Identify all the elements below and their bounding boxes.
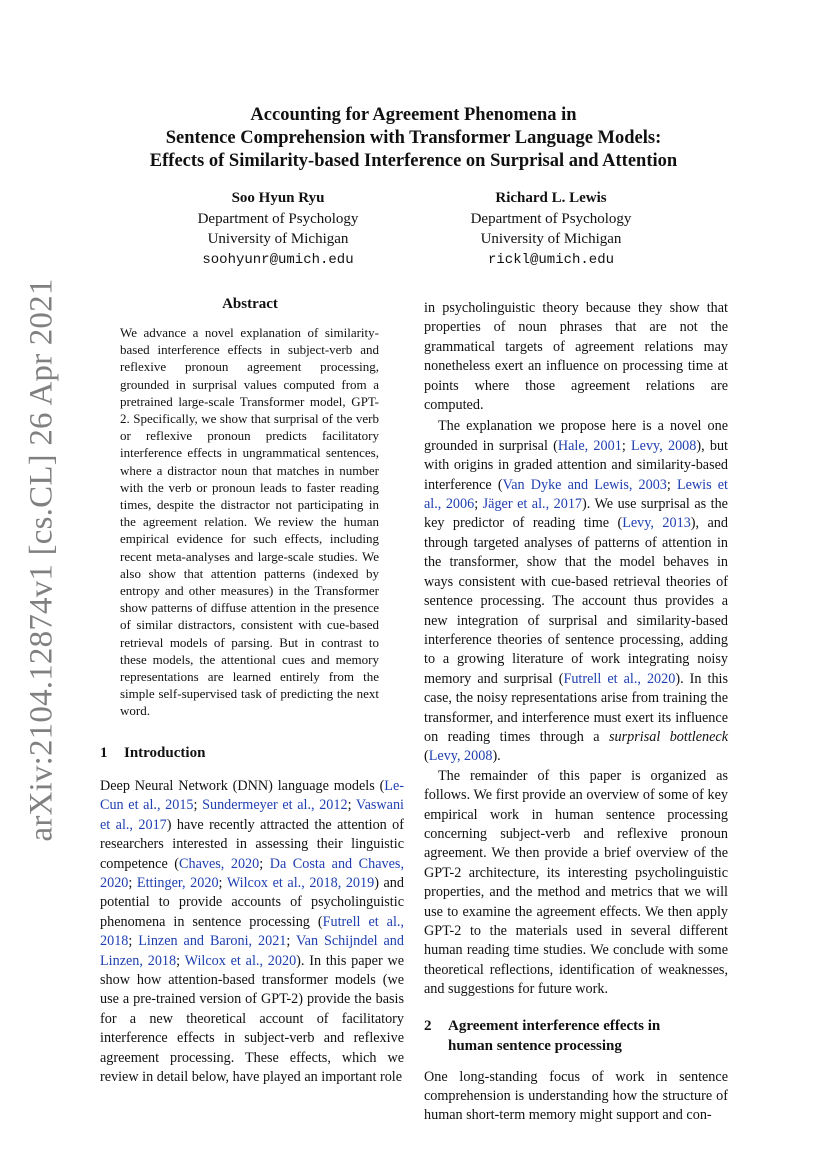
- citation-link[interactable]: Levy, 2013: [622, 515, 691, 532]
- paragraph-continuation: in psycholinguistic theory because they show that properties of noun phrases that are not the grammatical targets of agreement relations may nonetheless exert an influence on processing time at points where those agreement relations are computed.: [424, 300, 728, 414]
- section-title-continued: human sentence processing: [448, 1037, 622, 1054]
- citation-link[interactable]: Hale, 2001: [557, 437, 622, 454]
- citation-link[interactable]: Linzen and Baroni, 2021: [138, 933, 287, 950]
- section-number: 2: [424, 1017, 432, 1034]
- author-email[interactable]: soohyunr@umich.edu: [202, 251, 354, 268]
- author-name: Richard L. Lewis: [495, 190, 607, 206]
- left-column-intro: [100, 743, 404, 1088]
- citation-link[interactable]: Futrell et al., 2020: [563, 670, 676, 687]
- citation-link[interactable]: Levy, 2008: [630, 437, 697, 454]
- author-block-2: [421, 188, 681, 270]
- citation-link[interactable]: Futrell et al., 2018: [100, 913, 404, 950]
- arxiv-identifier-sidebar: [0, 0, 60, 1169]
- section-title: Introduction: [124, 745, 206, 761]
- section-heading-introduction: [100, 743, 404, 763]
- paper-title: [100, 104, 727, 173]
- author-univ: University of Michigan: [480, 231, 622, 247]
- citation-link[interactable]: Wilcox et al., 2018, 2019: [226, 875, 375, 892]
- title-line-2: Sentence Comprehension with Transformer Language Models:: [165, 128, 662, 148]
- author-email[interactable]: rickl@umich.edu: [487, 251, 615, 268]
- section-number: 1: [100, 745, 108, 761]
- citation-link[interactable]: Le-Cun et al., 2015: [100, 778, 404, 814]
- author-name: Soo Hyun Ryu: [231, 190, 325, 206]
- citation-link[interactable]: Levy, 2008: [428, 748, 493, 765]
- author-dept: Department of Psychology: [470, 210, 632, 227]
- citation-link[interactable]: Van Dyke and Lewis, 2003: [502, 476, 667, 493]
- arxiv-identifier: arXiv:2104.12874v1 [cs.CL] 26 Apr 2021: [23, 278, 60, 842]
- author-dept: Department of Psychology: [197, 210, 359, 227]
- author-block-1: [148, 188, 408, 270]
- citation-link[interactable]: Jäger et al., 2017: [482, 496, 583, 513]
- section-title: Agreement interference effects in: [448, 1017, 661, 1034]
- right-column: [424, 299, 728, 1126]
- title-line-1: Accounting for Agreement Phenomena in: [250, 105, 577, 125]
- intro-paragraph: Deep Neural Network (DNN) language models (Le-Cun et al., 2015; Sundermeyer et al., 2012; Vaswani et al., 2017) have recently attracted the attention of researchers interested in assessing their linguistic competence (Chaves, 2020; Da Costa and Chaves, 2020; Ettinger, 2020; Wilcox et al., 2018, 2019) and potential to provide accounts of psycholinguistic phenomena in sentence processing (Futrell et al., 2018; Linzen and Baroni, 2021; Van Schijndel and Linzen, 2018; Wilcox et al., 2020). In this paper we show how attention-based transformer models (we use a pre-trained version of GPT-2) provide the basis for a new theoretical account of facilitatory interference effects in subject-verb and reflexive agreement processing. These effects, which we review in detail below, have played an important role: [100, 778, 405, 1086]
- paragraph-explanation: The explanation we propose here is a novel one grounded in surprisal (Hale, 2001; Levy, 2008), but with origins in graded attention and similarity-based interference (Van Dyke and Lewis, 2003; Lewis et al., 2006; Jäger et al., 2017). We use surprisal as the key predictor of reading time (Levy, 2013), and through targeted analyses of patterns of attention in the transformer, show that the model behaves in ways consistent with cue-based retrieval theories of sentence processing. The account thus provides a new integration of surprisal and similarity-based interference theories of sentence processing, adding to a growing literature of work integrating noisy memory and surprisal (Futrell et al., 2020). In this case, the noisy representations arise from training the transformer, and interference must exert its influence on reading times through a surprisal bottleneck (Levy, 2008).: [424, 418, 729, 765]
- citation-link[interactable]: Sundermeyer et al., 2012: [202, 797, 348, 814]
- citation-link[interactable]: Wilcox et al., 2020: [184, 952, 297, 969]
- emphasis: surprisal bottleneck: [609, 728, 729, 745]
- abstract-text: We advance a novel explanation of similarity-based interference effects in subject-verb and reflexive pronoun agreement processing, grounded in surprisal values computed from a pretrained large-scale Transformer model, GPT-2. Specifically, we show that surprisal of the verb or reflexive pronoun predicts facilitatory interference effects in ungrammatical sentences, where a distractor noun that matches in number with the verb or pronoun leads to faster reading times, despite the distractor not participating in the agreement relation. We review the human empirical evidence for such effects, including recent meta-analyses and large-scale studies. We also show that attention patterns (indexed by entropy and other measures) in the Transformer show patterns of diffuse attention in the presence of similar distractors, consistent with cue-based retrieval models of parsing. But in contrast to these models, the attentional cues and memory representations are learned entirely from the simple self-supervised task of predicting the next word.: [120, 325, 379, 719]
- title-line-3: Effects of Similarity-based Interference on Surprisal and Attention: [149, 151, 678, 171]
- abstract-body: [120, 324, 379, 720]
- paragraph-section2: One long-standing focus of work in sentence comprehension is understanding how the structure of human short-term memory might support and con-: [424, 1068, 728, 1124]
- author-univ: University of Michigan: [207, 231, 349, 247]
- citation-link[interactable]: Lewis et al., 2006: [424, 476, 728, 513]
- section-heading-agreement: [424, 1016, 728, 1056]
- citation-link[interactable]: Ettinger, 2020: [136, 875, 219, 892]
- citation-link[interactable]: Van Schijndel and Linzen, 2018: [100, 933, 404, 969]
- paragraph-outline: The remainder of this paper is organized as follows. We first provide an overview of some of key empirical work in human sentence processing concerning subject-verb and reflexive pronoun agreement. We then provide a brief overview of the GPT-2 architecture, its interesting psycholinguistic properties, and the method and metrics that we will use to examine the agreement effects. We then apply GPT-2 to the materials used in several different human reading time studies. We conclude with some theoretical reflections, identification of weaknesses, and suggestions for future work.: [424, 767, 728, 998]
- abstract-heading: Abstract: [222, 296, 278, 312]
- citation-link[interactable]: Vaswani et al., 2017: [100, 797, 404, 833]
- citation-link[interactable]: Chaves, 2020: [179, 855, 260, 872]
- citation-link[interactable]: Da Costa and Chaves, 2020: [100, 855, 404, 892]
